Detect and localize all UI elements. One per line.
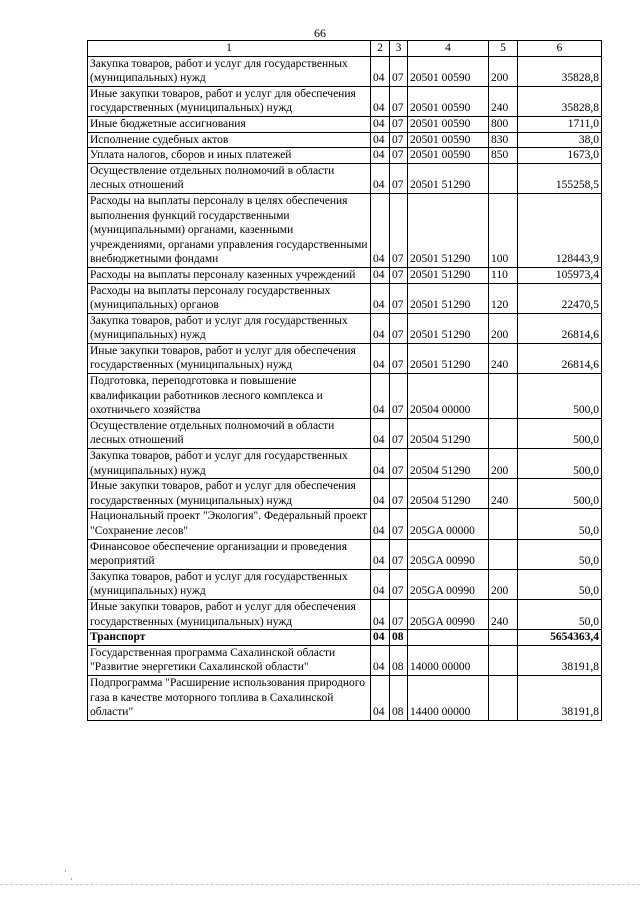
row-amount-cell: 5654363,4 — [518, 630, 602, 646]
row-target-item-cell: 20501 00590 — [408, 116, 489, 132]
row-target-item-cell: 20504 51290 — [408, 418, 489, 448]
row-expense-type-cell: 830 — [489, 132, 518, 148]
row-expense-type-cell: 200 — [489, 449, 518, 479]
row-subsection-cell: 07 — [390, 86, 408, 116]
row-amount-cell: 35828,8 — [518, 56, 602, 86]
row-name-cell: Иные закупки товаров, работ и услуг для обеспечения государственных (муниципальных) нужд — [88, 479, 371, 509]
row-amount-cell: 500,0 — [518, 479, 602, 509]
row-subsection-cell: 07 — [390, 599, 408, 629]
table-row — [88, 132, 602, 148]
row-expense-type-cell: 200 — [489, 569, 518, 599]
table-row — [88, 449, 602, 479]
row-subsection-cell: 07 — [390, 418, 408, 448]
row-section-cell: 04 — [371, 479, 390, 509]
row-target-item-cell: 14000 00000 — [408, 645, 489, 675]
row-target-item-cell: 20501 51290 — [408, 163, 489, 193]
table-row — [88, 374, 602, 419]
row-subsection-cell: 08 — [390, 645, 408, 675]
row-target-item-cell: 205GA 00990 — [408, 599, 489, 629]
row-expense-type-cell: 100 — [489, 193, 518, 267]
row-subsection-cell: 07 — [390, 449, 408, 479]
row-target-item-cell: 20501 51290 — [408, 193, 489, 267]
table-row — [88, 313, 602, 343]
row-expense-type-cell: 240 — [489, 479, 518, 509]
row-amount-cell: 50,0 — [518, 569, 602, 599]
table-row — [88, 675, 602, 720]
row-section-cell: 04 — [371, 163, 390, 193]
column-header-subsection: 3 — [390, 41, 408, 57]
row-subsection-cell: 07 — [390, 267, 408, 283]
row-subsection-cell: 07 — [390, 283, 408, 313]
table-row — [88, 283, 602, 313]
row-expense-type-cell: 240 — [489, 599, 518, 629]
row-name-cell: Национальный проект "Экология". Федеральный проект "Сохранение лесов" — [88, 509, 371, 539]
row-amount-cell: 38,0 — [518, 132, 602, 148]
row-section-cell: 04 — [371, 56, 390, 86]
row-target-item-cell: 20501 00590 — [408, 148, 489, 164]
page-number: 66 — [314, 26, 326, 40]
row-subsection-cell: 07 — [390, 148, 408, 164]
row-target-item-cell: 20504 00000 — [408, 374, 489, 419]
scan-artifact-line — [0, 884, 640, 891]
row-name-cell: Осуществление отдельных полномочий в области лесных отношений — [88, 418, 371, 448]
row-name-cell: Иные закупки товаров, работ и услуг для обеспечения государственных (муниципальных) нужд — [88, 599, 371, 629]
scan-speck: · — [64, 866, 67, 876]
row-target-item-cell: 14400 00000 — [408, 675, 489, 720]
row-name-cell: Государственная программа Сахалинской области "Развитие энергетики Сахалинской области" — [88, 645, 371, 675]
row-amount-cell: 50,0 — [518, 509, 602, 539]
row-section-cell: 04 — [371, 283, 390, 313]
row-name-cell: Подпрограмма "Расширение использования природного газа в качестве моторного топлива в Сахалинской области" — [88, 675, 371, 720]
table-row — [88, 479, 602, 509]
row-name-cell: Исполнение судебных актов — [88, 132, 371, 148]
table-row — [88, 163, 602, 193]
row-name-cell: Расходы на выплаты персоналу казенных учреждений — [88, 267, 371, 283]
row-name-cell: Осуществление отдельных полномочий в области лесных отношений — [88, 163, 371, 193]
column-header-expense-type: 5 — [489, 41, 518, 57]
column-header-name: 1 — [88, 41, 371, 57]
row-target-item-cell: 20501 51290 — [408, 283, 489, 313]
row-subsection-cell: 07 — [390, 193, 408, 267]
row-amount-cell: 1673,0 — [518, 148, 602, 164]
row-amount-cell: 500,0 — [518, 374, 602, 419]
row-subsection-cell: 07 — [390, 479, 408, 509]
row-amount-cell: 128443,9 — [518, 193, 602, 267]
budget-table — [87, 40, 602, 721]
row-name-cell: Иные закупки товаров, работ и услуг для обеспечения государственных (муниципальных) нужд — [88, 86, 371, 116]
table-row — [88, 148, 602, 164]
row-expense-type-cell: 200 — [489, 313, 518, 343]
row-target-item-cell: 20504 51290 — [408, 449, 489, 479]
table-body — [88, 56, 602, 720]
row-target-item-cell: 20501 00590 — [408, 86, 489, 116]
row-target-item-cell: 205GA 00000 — [408, 509, 489, 539]
row-subsection-cell: 07 — [390, 56, 408, 86]
row-amount-cell: 500,0 — [518, 418, 602, 448]
row-target-item-cell: 20501 51290 — [408, 343, 489, 373]
row-section-cell: 04 — [371, 116, 390, 132]
row-target-item-cell — [408, 630, 489, 646]
row-expense-type-cell: 240 — [489, 86, 518, 116]
row-expense-type-cell: 120 — [489, 283, 518, 313]
row-expense-type-cell — [489, 539, 518, 569]
table-row — [88, 343, 602, 373]
table-row — [88, 539, 602, 569]
row-amount-cell: 1711,0 — [518, 116, 602, 132]
row-section-cell: 04 — [371, 313, 390, 343]
row-expense-type-cell — [489, 509, 518, 539]
row-name-cell: Закупка товаров, работ и услуг для государственных (муниципальных) нужд — [88, 56, 371, 86]
row-expense-type-cell — [489, 163, 518, 193]
column-header-section: 2 — [371, 41, 390, 57]
row-subsection-cell: 08 — [390, 675, 408, 720]
row-name-cell: Закупка товаров, работ и услуг для государственных (муниципальных) нужд — [88, 569, 371, 599]
row-expense-type-cell — [489, 630, 518, 646]
row-amount-cell: 500,0 — [518, 449, 602, 479]
column-header-target-item: 4 — [408, 41, 489, 57]
row-amount-cell: 26814,6 — [518, 313, 602, 343]
row-section-cell: 04 — [371, 599, 390, 629]
row-section-cell: 04 — [371, 418, 390, 448]
row-section-cell: 04 — [371, 267, 390, 283]
table-row — [88, 599, 602, 629]
row-section-cell: 04 — [371, 343, 390, 373]
row-expense-type-cell: 240 — [489, 343, 518, 373]
row-name-cell: Иные бюджетные ассигнования — [88, 116, 371, 132]
row-name-cell: Уплата налогов, сборов и иных платежей — [88, 148, 371, 164]
row-subsection-cell: 07 — [390, 313, 408, 343]
row-target-item-cell: 20501 00590 — [408, 56, 489, 86]
row-expense-type-cell: 110 — [489, 267, 518, 283]
table-row — [88, 193, 602, 267]
row-section-cell: 04 — [371, 539, 390, 569]
row-expense-type-cell: 800 — [489, 116, 518, 132]
row-expense-type-cell — [489, 418, 518, 448]
row-subsection-cell: 07 — [390, 374, 408, 419]
row-amount-cell: 105973,4 — [518, 267, 602, 283]
row-section-cell: 04 — [371, 132, 390, 148]
row-target-item-cell: 20504 51290 — [408, 479, 489, 509]
row-amount-cell: 38191,8 — [518, 675, 602, 720]
row-subsection-cell: 08 — [390, 630, 408, 646]
column-header-amount: 6 — [518, 41, 602, 57]
row-amount-cell: 26814,6 — [518, 343, 602, 373]
row-expense-type-cell: 850 — [489, 148, 518, 164]
row-subsection-cell: 07 — [390, 163, 408, 193]
row-subsection-cell: 07 — [390, 116, 408, 132]
row-subsection-cell: 07 — [390, 509, 408, 539]
row-expense-type-cell — [489, 645, 518, 675]
row-section-cell: 04 — [371, 645, 390, 675]
row-target-item-cell: 20501 51290 — [408, 267, 489, 283]
row-name-cell: Подготовка, переподготовка и повышение квалификации работников лесного комплекса и охотничьего хозяйства — [88, 374, 371, 419]
row-subsection-cell: 07 — [390, 569, 408, 599]
row-section-cell: 04 — [371, 148, 390, 164]
scan-speck: · — [70, 874, 73, 884]
row-name-cell: Иные закупки товаров, работ и услуг для обеспечения государственных (муниципальных) нужд — [88, 343, 371, 373]
row-amount-cell: 38191,8 — [518, 645, 602, 675]
row-name-cell: Финансовое обеспечение организации и проведения мероприятий — [88, 539, 371, 569]
row-name-cell: Расходы на выплаты персоналу государственных (муниципальных) органов — [88, 283, 371, 313]
row-section-cell: 04 — [371, 449, 390, 479]
table-row — [88, 630, 602, 646]
table-row — [88, 267, 602, 283]
table-row — [88, 569, 602, 599]
row-subsection-cell: 07 — [390, 343, 408, 373]
row-section-cell: 04 — [371, 374, 390, 419]
row-section-cell: 04 — [371, 630, 390, 646]
row-subsection-cell: 07 — [390, 539, 408, 569]
row-target-item-cell: 205GA 00990 — [408, 569, 489, 599]
row-expense-type-cell — [489, 675, 518, 720]
table-row — [88, 86, 602, 116]
row-amount-cell: 35828,8 — [518, 86, 602, 116]
table-row — [88, 56, 602, 86]
row-name-cell: Расходы на выплаты персоналу в целях обеспечения выполнения функций государственными (муниципальными) органами, казенными учреждениями, органами управления государственными внебюджетными фондами — [88, 193, 371, 267]
row-subsection-cell: 07 — [390, 132, 408, 148]
table-row — [88, 418, 602, 448]
row-target-item-cell: 205GA 00990 — [408, 539, 489, 569]
row-expense-type-cell — [489, 374, 518, 419]
row-name-cell: Транспорт — [88, 630, 371, 646]
row-expense-type-cell: 200 — [489, 56, 518, 86]
row-amount-cell: 155258,5 — [518, 163, 602, 193]
row-target-item-cell: 20501 00590 — [408, 132, 489, 148]
table-header-row — [88, 41, 602, 57]
row-section-cell: 04 — [371, 569, 390, 599]
row-name-cell: Закупка товаров, работ и услуг для государственных (муниципальных) нужд — [88, 313, 371, 343]
row-amount-cell: 50,0 — [518, 539, 602, 569]
row-section-cell: 04 — [371, 509, 390, 539]
row-section-cell: 04 — [371, 86, 390, 116]
row-name-cell: Закупка товаров, работ и услуг для государственных (муниципальных) нужд — [88, 449, 371, 479]
row-section-cell: 04 — [371, 193, 390, 267]
row-amount-cell: 22470,5 — [518, 283, 602, 313]
table-row — [88, 509, 602, 539]
row-amount-cell: 50,0 — [518, 599, 602, 629]
table-row — [88, 116, 602, 132]
table-row — [88, 645, 602, 675]
row-section-cell: 04 — [371, 675, 390, 720]
row-target-item-cell: 20501 51290 — [408, 313, 489, 343]
